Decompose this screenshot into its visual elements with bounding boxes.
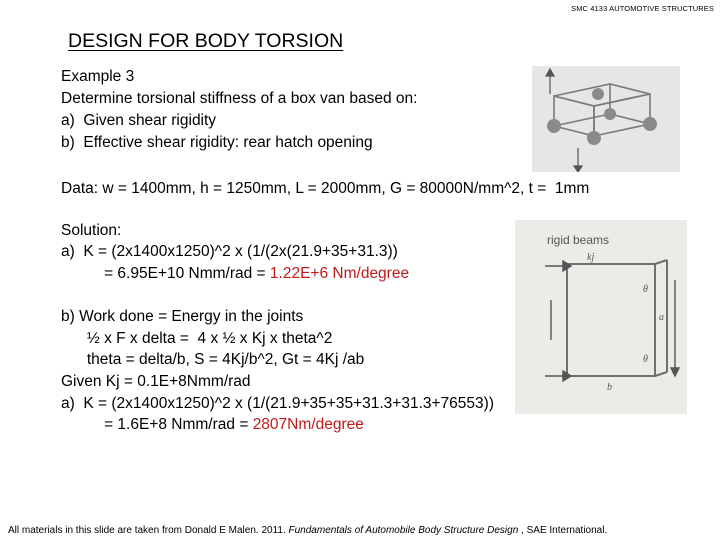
solution-b-result: 2807Nm/degree — [252, 416, 364, 433]
example-item-b: b) Effective shear rigidity: rear hatch opening — [61, 134, 373, 151]
solution-b-line5: a) K = (2x1400x1250)^2 x (1/(21.9+35+35+31.3+31.3+76553)) — [61, 395, 494, 412]
solution-a-line2-prefix: = 6.95E+10 Nmm/rad = — [61, 265, 270, 282]
course-header: SMC 4133 AUTOMOTIVE STRUCTURES — [571, 4, 714, 13]
footer-book-title: Fundamentals of Automobile Body Structure Design — [288, 525, 519, 536]
rigid-beams-figure — [515, 220, 687, 414]
footer-suffix: , SAE International. — [518, 525, 608, 536]
box-van-figure — [532, 66, 680, 172]
solution-b-line4: Given Kj = 0.1E+8Nmm/rad — [61, 373, 251, 390]
example-task: Determine torsional stiffness of a box van based on: — [61, 90, 418, 107]
data-line: Data: w = 1400mm, h = 1250mm, L = 2000mm, G = 80000N/mm^2, t = 1mm — [61, 180, 590, 197]
solution-b-line3: theta = delta/b, S = 4Kj/b^2, Gt = 4Kj /ab — [61, 351, 365, 368]
kj-label: kj — [587, 252, 595, 263]
theta-label-1: θ — [643, 284, 648, 295]
b-label: b — [607, 382, 612, 393]
solution-heading: Solution: — [61, 222, 122, 239]
example-heading: Example 3 — [61, 68, 135, 85]
page-title: DESIGN FOR BODY TORSION — [68, 30, 344, 52]
solution-a-result: 1.22E+6 Nm/degree — [269, 265, 410, 282]
solution-b-line6 — [61, 416, 364, 434]
a-label: a — [659, 312, 664, 323]
example-item-a: a) Given shear rigidity — [61, 112, 217, 129]
solution-b-line1: b) Work done = Energy in the joints — [61, 308, 304, 325]
footer-prefix: All materials in this slide are taken from Donald E Malen. 2011. — [8, 525, 289, 536]
theta-label-2: θ — [643, 354, 648, 365]
footer-citation — [8, 525, 607, 536]
solution-a-line2 — [61, 265, 409, 283]
solution-a-line1: a) K = (2x1400x1250)^2 x (1/(2x(21.9+35+31.3)) — [61, 243, 398, 260]
solution-b-line6-prefix: = 1.6E+8 Nmm/rad = — [61, 416, 253, 433]
solution-b-line2: ½ x F x delta = 4 x ½ x Kj x theta^2 — [61, 330, 333, 347]
rigid-beams-label: rigid beams — [547, 233, 610, 247]
